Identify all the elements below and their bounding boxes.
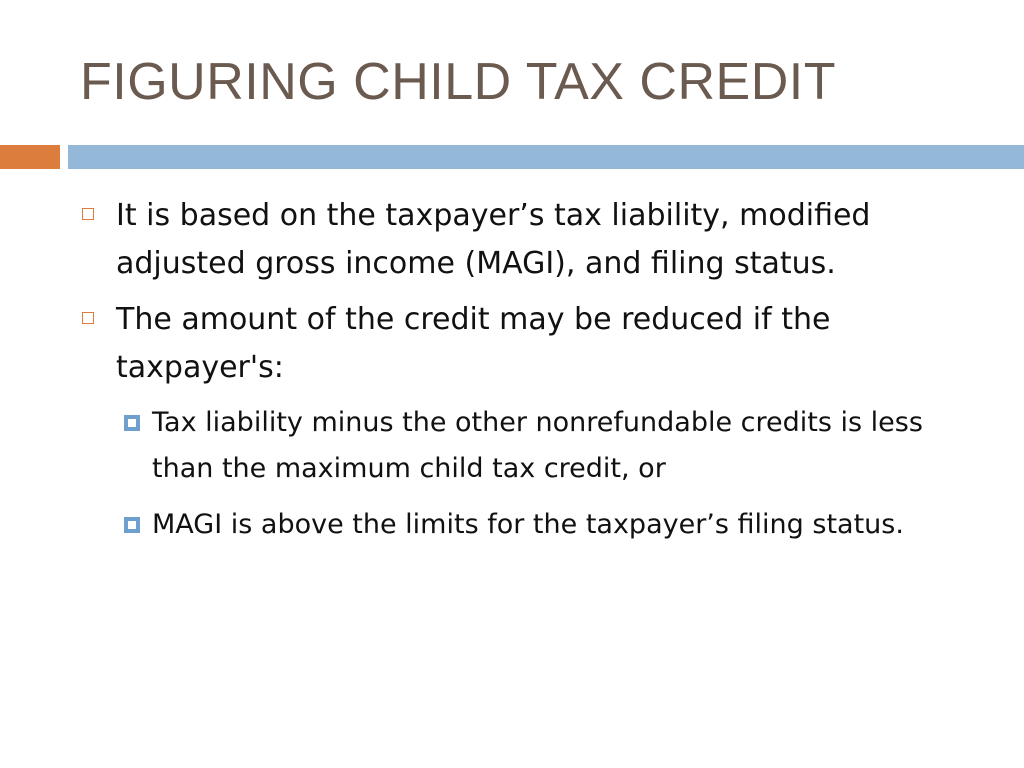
title-rule-accent-blue (68, 145, 1024, 169)
bullet-item (82, 296, 962, 392)
title-rule-accent-orange (0, 145, 60, 169)
sub-bullet-text: Tax liability minus the other nonrefundable credits is less than the maximum child tax credit, or (152, 407, 923, 484)
sub-bullet-item (120, 400, 962, 492)
filled-square-bullet-icon (124, 415, 140, 431)
sub-bullet-text: MAGI is above the limits for the taxpayer’s filing status. (152, 509, 904, 540)
bullet-item (82, 192, 962, 288)
filled-square-bullet-icon (124, 517, 140, 533)
sub-bullet-item (120, 502, 962, 548)
hollow-square-bullet-icon (82, 208, 94, 220)
slide-title: FIGURING CHILD TAX CREDIT (80, 53, 836, 111)
bullet-text: It is based on the taxpayer’s tax liability, modified adjusted gross income (MAGI), and filing status. (116, 198, 871, 281)
bullet-text: The amount of the credit may be reduced if the taxpayer's: (116, 302, 831, 385)
slide-body (82, 192, 962, 558)
hollow-square-bullet-icon (82, 312, 94, 324)
